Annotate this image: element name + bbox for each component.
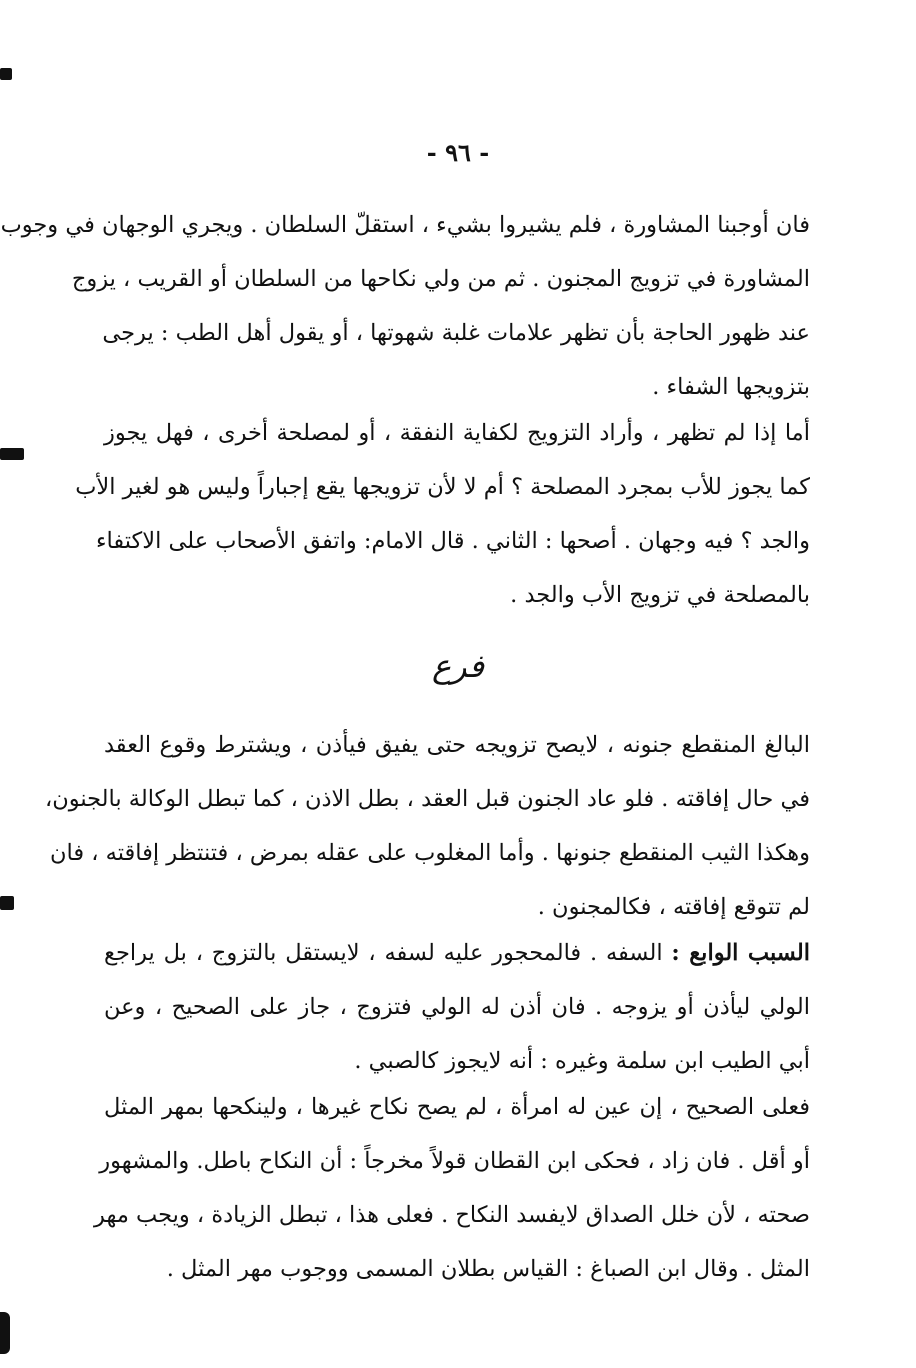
page-number: - ٩٦ - <box>426 138 490 167</box>
scan-edge-mark <box>0 896 14 910</box>
paragraph <box>75 406 810 622</box>
paragraph <box>44 718 810 934</box>
scan-edge-mark <box>0 68 12 80</box>
section-heading: فرع <box>431 647 485 685</box>
text-line: عند ظهور الحاجة بأن تظهر علامات غلبة شهوتها ، أو يقول أهل الطب : يرجى <box>102 320 810 346</box>
text-line <box>104 926 810 980</box>
text-line: بالمصلحة في تزويج الأب والجد . <box>510 582 810 608</box>
text-line: صحته ، لأن خلل الصداق لايفسد النكاح . فعلى هذا ، تبطل الزيادة ، ويجب مهر <box>94 1202 810 1228</box>
text-line: في حال إفاقته . فلو عاد الجنون قبل العقد ، بطل الاذن ، كما تبطل الوكالة بالجنون، <box>44 786 810 812</box>
text-line: أو أقل . فان زاد ، فحكى ابن القطان قولاً مخرجاً : أن النكاح باطل. والمشهور <box>99 1148 810 1174</box>
text-line: لم تتوقع إفاقته ، فكالمجنون . <box>537 894 810 920</box>
scan-edge-mark <box>0 448 24 460</box>
text-line: الولي ليأذن أو يزوجه . فان أذن له الولي فتزوج ، جاز على الصحيح ، وعن <box>104 994 810 1020</box>
scan-edge-mark <box>0 1312 10 1354</box>
text-line: أما إذا لم تظهر ، وأراد التزويج لكفاية النفقة ، أو لمصلحة أخرى ، فهل يجوز <box>104 420 810 446</box>
bold-lead-text: السبب الوابع : <box>671 940 810 966</box>
text-line: والجد ؟ فيه وجهان . أصحها : الثاني . قال الامام: واتفق الأصحاب على الاكتفاء <box>95 528 810 554</box>
text-line: وهكذا الثيب المنقطع جنونها . وأما المغلوب على عقله بمرض ، فتنتظر إفاقته ، فان <box>49 840 810 866</box>
text-line: المشاورة في تزويج المجنون . ثم من ولي نكاحها من السلطان أو القريب ، يزوج <box>71 266 810 292</box>
text-line: أبي الطيب ابن سلمة وغيره : أنه لايجوز كالصبي . <box>354 1048 810 1074</box>
paragraph <box>0 198 810 414</box>
text-line: البالغ المنقطع جنونه ، لايصح تزويجه حتى يفيق فيأذن ، ويشترط وقوع العقد <box>104 732 810 758</box>
text-line: المثل . وقال ابن الصباغ : القياس بطلان المسمى ووجوب مهر المثل . <box>166 1256 810 1282</box>
text-line: كما يجوز للأب بمجرد المصلحة ؟ أم لا لأن تزويجها يقع إجباراً وليس هو لغير الأب <box>75 474 810 500</box>
text-line: فان أوجبنا المشاورة ، فلم يشيروا بشيء ، استقلّ السلطان . ويجري الوجهان في وجوب <box>0 212 810 238</box>
text-line-rest: السفه . فالمحجور عليه لسفه ، لايستقل بالتزوج ، بل يراجع <box>104 940 663 966</box>
text-line: بتزويجها الشفاء . <box>652 374 810 400</box>
paragraph <box>104 926 810 1088</box>
text-line: فعلى الصحيح ، إن عين له امرأة ، لم يصح نكاح غيرها ، ولينكحها بمهر المثل <box>104 1094 810 1120</box>
paragraph <box>94 1080 810 1296</box>
